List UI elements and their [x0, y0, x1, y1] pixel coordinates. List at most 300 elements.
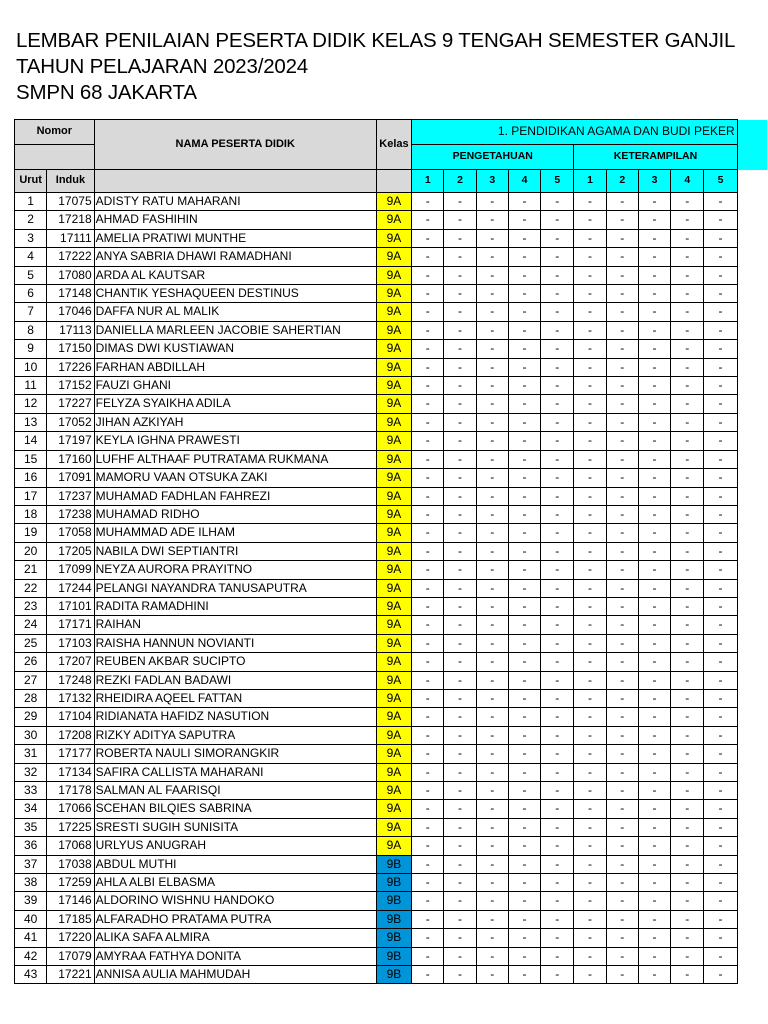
- score-cell[interactable]: -: [444, 800, 476, 818]
- score-cell[interactable]: -: [671, 248, 704, 266]
- score-cell[interactable]: -: [476, 505, 508, 523]
- score-cell[interactable]: -: [412, 542, 444, 560]
- score-cell[interactable]: -: [444, 855, 476, 873]
- score-cell[interactable]: -: [671, 634, 704, 652]
- score-cell[interactable]: -: [671, 597, 704, 615]
- score-cell[interactable]: -: [412, 837, 444, 855]
- score-cell[interactable]: -: [541, 708, 574, 726]
- score-cell[interactable]: -: [508, 303, 540, 321]
- score-cell[interactable]: -: [704, 653, 737, 671]
- score-cell[interactable]: -: [704, 413, 737, 431]
- score-cell[interactable]: -: [508, 450, 540, 468]
- score-cell[interactable]: -: [574, 634, 606, 652]
- score-cell[interactable]: -: [606, 966, 638, 984]
- score-cell[interactable]: -: [508, 487, 540, 505]
- score-cell[interactable]: -: [574, 837, 606, 855]
- score-cell[interactable]: -: [476, 266, 508, 284]
- score-cell[interactable]: -: [541, 726, 574, 744]
- score-cell[interactable]: -: [541, 947, 574, 965]
- score-cell[interactable]: -: [476, 561, 508, 579]
- score-cell[interactable]: -: [574, 726, 606, 744]
- score-cell[interactable]: -: [671, 892, 704, 910]
- score-cell[interactable]: -: [638, 413, 670, 431]
- score-cell[interactable]: -: [476, 450, 508, 468]
- score-cell[interactable]: -: [476, 874, 508, 892]
- score-cell[interactable]: -: [606, 763, 638, 781]
- score-cell[interactable]: -: [638, 211, 670, 229]
- score-cell[interactable]: -: [704, 726, 737, 744]
- score-cell[interactable]: -: [541, 818, 574, 836]
- score-cell[interactable]: -: [704, 248, 737, 266]
- score-cell[interactable]: -: [704, 910, 737, 928]
- score-cell[interactable]: -: [704, 874, 737, 892]
- score-cell[interactable]: -: [671, 671, 704, 689]
- score-cell[interactable]: -: [574, 561, 606, 579]
- score-cell[interactable]: -: [574, 321, 606, 339]
- score-cell[interactable]: -: [638, 579, 670, 597]
- score-cell[interactable]: -: [412, 616, 444, 634]
- score-cell[interactable]: -: [444, 910, 476, 928]
- score-cell[interactable]: -: [704, 377, 737, 395]
- score-cell[interactable]: -: [508, 285, 540, 303]
- score-cell[interactable]: -: [606, 579, 638, 597]
- score-cell[interactable]: -: [704, 671, 737, 689]
- score-cell[interactable]: -: [638, 653, 670, 671]
- score-cell[interactable]: -: [671, 929, 704, 947]
- score-cell[interactable]: -: [412, 671, 444, 689]
- score-cell[interactable]: -: [606, 634, 638, 652]
- score-cell[interactable]: -: [671, 837, 704, 855]
- score-cell[interactable]: -: [412, 782, 444, 800]
- score-cell[interactable]: -: [541, 579, 574, 597]
- score-cell[interactable]: -: [508, 892, 540, 910]
- score-cell[interactable]: -: [574, 303, 606, 321]
- score-cell[interactable]: -: [671, 726, 704, 744]
- score-cell[interactable]: -: [704, 469, 737, 487]
- score-cell[interactable]: -: [704, 211, 737, 229]
- score-cell[interactable]: -: [606, 874, 638, 892]
- score-cell[interactable]: -: [606, 487, 638, 505]
- score-cell[interactable]: -: [574, 193, 606, 211]
- score-cell[interactable]: -: [541, 634, 574, 652]
- score-cell[interactable]: -: [412, 432, 444, 450]
- score-cell[interactable]: -: [508, 395, 540, 413]
- score-cell[interactable]: -: [412, 321, 444, 339]
- score-cell[interactable]: -: [671, 432, 704, 450]
- score-cell[interactable]: -: [671, 745, 704, 763]
- score-cell[interactable]: -: [671, 561, 704, 579]
- score-cell[interactable]: -: [412, 966, 444, 984]
- score-cell[interactable]: -: [704, 689, 737, 707]
- score-cell[interactable]: -: [638, 487, 670, 505]
- score-cell[interactable]: -: [638, 910, 670, 928]
- score-cell[interactable]: -: [638, 450, 670, 468]
- score-cell[interactable]: -: [412, 303, 444, 321]
- score-cell[interactable]: -: [574, 266, 606, 284]
- score-cell[interactable]: -: [508, 929, 540, 947]
- score-cell[interactable]: -: [508, 634, 540, 652]
- score-cell[interactable]: -: [671, 689, 704, 707]
- score-cell[interactable]: -: [606, 855, 638, 873]
- score-cell[interactable]: -: [638, 874, 670, 892]
- score-cell[interactable]: -: [606, 505, 638, 523]
- score-cell[interactable]: -: [638, 395, 670, 413]
- score-cell[interactable]: -: [606, 413, 638, 431]
- score-cell[interactable]: -: [606, 266, 638, 284]
- score-cell[interactable]: -: [606, 800, 638, 818]
- score-cell[interactable]: -: [444, 671, 476, 689]
- score-cell[interactable]: -: [606, 340, 638, 358]
- score-cell[interactable]: -: [606, 818, 638, 836]
- score-cell[interactable]: -: [574, 524, 606, 542]
- score-cell[interactable]: -: [574, 892, 606, 910]
- score-cell[interactable]: -: [671, 763, 704, 781]
- score-cell[interactable]: -: [574, 818, 606, 836]
- score-cell[interactable]: -: [541, 561, 574, 579]
- score-cell[interactable]: -: [508, 837, 540, 855]
- score-cell[interactable]: -: [704, 193, 737, 211]
- score-cell[interactable]: -: [444, 689, 476, 707]
- score-cell[interactable]: -: [541, 745, 574, 763]
- score-cell[interactable]: -: [412, 763, 444, 781]
- score-cell[interactable]: -: [606, 211, 638, 229]
- score-cell[interactable]: -: [508, 340, 540, 358]
- score-cell[interactable]: -: [412, 377, 444, 395]
- score-cell[interactable]: -: [671, 579, 704, 597]
- score-cell[interactable]: -: [508, 229, 540, 247]
- score-cell[interactable]: -: [638, 837, 670, 855]
- score-cell[interactable]: -: [412, 653, 444, 671]
- score-cell[interactable]: -: [541, 229, 574, 247]
- score-cell[interactable]: -: [508, 910, 540, 928]
- score-cell[interactable]: -: [476, 579, 508, 597]
- score-cell[interactable]: -: [508, 211, 540, 229]
- score-cell[interactable]: -: [638, 855, 670, 873]
- score-cell[interactable]: -: [508, 616, 540, 634]
- score-cell[interactable]: -: [412, 487, 444, 505]
- score-cell[interactable]: -: [444, 708, 476, 726]
- score-cell[interactable]: -: [704, 266, 737, 284]
- score-cell[interactable]: -: [574, 708, 606, 726]
- score-cell[interactable]: -: [671, 321, 704, 339]
- score-cell[interactable]: -: [606, 524, 638, 542]
- score-cell[interactable]: -: [444, 524, 476, 542]
- score-cell[interactable]: -: [638, 966, 670, 984]
- score-cell[interactable]: -: [606, 929, 638, 947]
- score-cell[interactable]: -: [704, 966, 737, 984]
- score-cell[interactable]: -: [508, 818, 540, 836]
- score-cell[interactable]: -: [704, 800, 737, 818]
- score-cell[interactable]: -: [412, 450, 444, 468]
- score-cell[interactable]: -: [476, 782, 508, 800]
- score-cell[interactable]: -: [704, 285, 737, 303]
- score-cell[interactable]: -: [444, 653, 476, 671]
- score-cell[interactable]: -: [606, 708, 638, 726]
- score-cell[interactable]: -: [671, 505, 704, 523]
- score-cell[interactable]: -: [508, 413, 540, 431]
- score-cell[interactable]: -: [412, 947, 444, 965]
- score-cell[interactable]: -: [412, 229, 444, 247]
- score-cell[interactable]: -: [606, 561, 638, 579]
- score-cell[interactable]: -: [444, 818, 476, 836]
- score-cell[interactable]: -: [704, 229, 737, 247]
- score-cell[interactable]: -: [671, 266, 704, 284]
- score-cell[interactable]: -: [541, 469, 574, 487]
- score-cell[interactable]: -: [574, 855, 606, 873]
- score-cell[interactable]: -: [606, 395, 638, 413]
- score-cell[interactable]: -: [476, 708, 508, 726]
- score-cell[interactable]: -: [638, 285, 670, 303]
- score-cell[interactable]: -: [412, 561, 444, 579]
- score-cell[interactable]: -: [476, 432, 508, 450]
- score-cell[interactable]: -: [444, 321, 476, 339]
- score-cell[interactable]: -: [704, 616, 737, 634]
- score-cell[interactable]: -: [541, 689, 574, 707]
- score-cell[interactable]: -: [671, 211, 704, 229]
- score-cell[interactable]: -: [574, 874, 606, 892]
- score-cell[interactable]: -: [444, 874, 476, 892]
- score-cell[interactable]: -: [638, 800, 670, 818]
- score-cell[interactable]: -: [476, 597, 508, 615]
- score-cell[interactable]: -: [412, 929, 444, 947]
- score-cell[interactable]: -: [574, 505, 606, 523]
- score-cell[interactable]: -: [704, 505, 737, 523]
- score-cell[interactable]: -: [444, 634, 476, 652]
- score-cell[interactable]: -: [574, 395, 606, 413]
- score-cell[interactable]: -: [476, 303, 508, 321]
- score-cell[interactable]: -: [508, 671, 540, 689]
- score-cell[interactable]: -: [541, 413, 574, 431]
- score-cell[interactable]: -: [444, 248, 476, 266]
- score-cell[interactable]: -: [606, 358, 638, 376]
- score-cell[interactable]: -: [508, 524, 540, 542]
- score-cell[interactable]: -: [444, 211, 476, 229]
- score-cell[interactable]: -: [541, 340, 574, 358]
- score-cell[interactable]: -: [444, 395, 476, 413]
- score-cell[interactable]: -: [508, 597, 540, 615]
- score-cell[interactable]: -: [704, 855, 737, 873]
- score-cell[interactable]: -: [412, 340, 444, 358]
- score-cell[interactable]: -: [704, 892, 737, 910]
- score-cell[interactable]: -: [508, 358, 540, 376]
- score-cell[interactable]: -: [606, 229, 638, 247]
- score-cell[interactable]: -: [508, 947, 540, 965]
- score-cell[interactable]: -: [412, 726, 444, 744]
- score-cell[interactable]: -: [476, 193, 508, 211]
- score-cell[interactable]: -: [412, 745, 444, 763]
- score-cell[interactable]: -: [704, 542, 737, 560]
- score-cell[interactable]: -: [508, 653, 540, 671]
- score-cell[interactable]: -: [671, 285, 704, 303]
- score-cell[interactable]: -: [412, 579, 444, 597]
- score-cell[interactable]: -: [476, 929, 508, 947]
- score-cell[interactable]: -: [444, 193, 476, 211]
- score-cell[interactable]: -: [412, 892, 444, 910]
- score-cell[interactable]: -: [671, 653, 704, 671]
- score-cell[interactable]: -: [606, 726, 638, 744]
- score-cell[interactable]: -: [444, 432, 476, 450]
- score-cell[interactable]: -: [606, 671, 638, 689]
- score-cell[interactable]: -: [606, 597, 638, 615]
- score-cell[interactable]: -: [704, 358, 737, 376]
- score-cell[interactable]: -: [638, 193, 670, 211]
- score-cell[interactable]: -: [508, 469, 540, 487]
- score-cell[interactable]: -: [671, 524, 704, 542]
- score-cell[interactable]: -: [541, 285, 574, 303]
- score-cell[interactable]: -: [671, 377, 704, 395]
- score-cell[interactable]: -: [574, 929, 606, 947]
- score-cell[interactable]: -: [412, 855, 444, 873]
- score-cell[interactable]: -: [541, 266, 574, 284]
- score-cell[interactable]: -: [671, 450, 704, 468]
- score-cell[interactable]: -: [704, 818, 737, 836]
- score-cell[interactable]: -: [412, 358, 444, 376]
- score-cell[interactable]: -: [476, 413, 508, 431]
- score-cell[interactable]: -: [541, 321, 574, 339]
- score-cell[interactable]: -: [704, 579, 737, 597]
- score-cell[interactable]: -: [638, 469, 670, 487]
- score-cell[interactable]: -: [541, 800, 574, 818]
- score-cell[interactable]: -: [541, 524, 574, 542]
- score-cell[interactable]: -: [638, 377, 670, 395]
- score-cell[interactable]: -: [476, 285, 508, 303]
- score-cell[interactable]: -: [508, 321, 540, 339]
- score-cell[interactable]: -: [476, 469, 508, 487]
- score-cell[interactable]: -: [444, 763, 476, 781]
- score-cell[interactable]: -: [412, 597, 444, 615]
- score-cell[interactable]: -: [508, 855, 540, 873]
- score-cell[interactable]: -: [606, 653, 638, 671]
- score-cell[interactable]: -: [508, 542, 540, 560]
- score-cell[interactable]: -: [638, 634, 670, 652]
- score-cell[interactable]: -: [476, 745, 508, 763]
- score-cell[interactable]: -: [412, 395, 444, 413]
- score-cell[interactable]: -: [638, 358, 670, 376]
- score-cell[interactable]: -: [444, 892, 476, 910]
- score-cell[interactable]: -: [444, 616, 476, 634]
- score-cell[interactable]: -: [671, 469, 704, 487]
- score-cell[interactable]: -: [412, 524, 444, 542]
- score-cell[interactable]: -: [444, 597, 476, 615]
- score-cell[interactable]: -: [412, 413, 444, 431]
- score-cell[interactable]: -: [541, 837, 574, 855]
- score-cell[interactable]: -: [606, 689, 638, 707]
- score-cell[interactable]: -: [508, 248, 540, 266]
- score-cell[interactable]: -: [444, 413, 476, 431]
- score-cell[interactable]: -: [704, 561, 737, 579]
- score-cell[interactable]: -: [444, 340, 476, 358]
- score-cell[interactable]: -: [476, 653, 508, 671]
- score-cell[interactable]: -: [638, 726, 670, 744]
- score-cell[interactable]: -: [541, 782, 574, 800]
- score-cell[interactable]: -: [671, 487, 704, 505]
- score-cell[interactable]: -: [508, 689, 540, 707]
- score-cell[interactable]: -: [606, 469, 638, 487]
- score-cell[interactable]: -: [671, 708, 704, 726]
- score-cell[interactable]: -: [574, 487, 606, 505]
- score-cell[interactable]: -: [574, 671, 606, 689]
- score-cell[interactable]: -: [704, 487, 737, 505]
- score-cell[interactable]: -: [638, 708, 670, 726]
- score-cell[interactable]: -: [671, 947, 704, 965]
- score-cell[interactable]: -: [541, 763, 574, 781]
- score-cell[interactable]: -: [508, 193, 540, 211]
- score-cell[interactable]: -: [671, 542, 704, 560]
- score-cell[interactable]: -: [574, 689, 606, 707]
- score-cell[interactable]: -: [704, 634, 737, 652]
- score-cell[interactable]: -: [574, 579, 606, 597]
- score-cell[interactable]: -: [671, 966, 704, 984]
- score-cell[interactable]: -: [444, 377, 476, 395]
- score-cell[interactable]: -: [606, 745, 638, 763]
- score-cell[interactable]: -: [508, 745, 540, 763]
- score-cell[interactable]: -: [476, 542, 508, 560]
- score-cell[interactable]: -: [541, 671, 574, 689]
- score-cell[interactable]: -: [476, 248, 508, 266]
- score-cell[interactable]: -: [574, 616, 606, 634]
- score-cell[interactable]: -: [671, 800, 704, 818]
- score-cell[interactable]: -: [444, 487, 476, 505]
- score-cell[interactable]: -: [541, 395, 574, 413]
- score-cell[interactable]: -: [541, 892, 574, 910]
- score-cell[interactable]: -: [541, 211, 574, 229]
- score-cell[interactable]: -: [606, 432, 638, 450]
- score-cell[interactable]: -: [476, 892, 508, 910]
- score-cell[interactable]: -: [574, 782, 606, 800]
- score-cell[interactable]: -: [606, 248, 638, 266]
- score-cell[interactable]: -: [704, 597, 737, 615]
- score-cell[interactable]: -: [508, 561, 540, 579]
- score-cell[interactable]: -: [476, 229, 508, 247]
- score-cell[interactable]: -: [476, 340, 508, 358]
- score-cell[interactable]: -: [704, 432, 737, 450]
- score-cell[interactable]: -: [606, 910, 638, 928]
- score-cell[interactable]: -: [638, 542, 670, 560]
- score-cell[interactable]: -: [476, 966, 508, 984]
- score-cell[interactable]: -: [638, 892, 670, 910]
- score-cell[interactable]: -: [508, 266, 540, 284]
- score-cell[interactable]: -: [444, 505, 476, 523]
- score-cell[interactable]: -: [412, 818, 444, 836]
- score-cell[interactable]: -: [412, 689, 444, 707]
- score-cell[interactable]: -: [671, 229, 704, 247]
- score-cell[interactable]: -: [638, 818, 670, 836]
- score-cell[interactable]: -: [606, 377, 638, 395]
- score-cell[interactable]: -: [412, 634, 444, 652]
- score-cell[interactable]: -: [704, 929, 737, 947]
- score-cell[interactable]: -: [704, 395, 737, 413]
- score-cell[interactable]: -: [638, 303, 670, 321]
- score-cell[interactable]: -: [541, 193, 574, 211]
- score-cell[interactable]: -: [444, 966, 476, 984]
- score-cell[interactable]: -: [638, 524, 670, 542]
- score-cell[interactable]: -: [412, 800, 444, 818]
- score-cell[interactable]: -: [638, 671, 670, 689]
- score-cell[interactable]: -: [574, 340, 606, 358]
- score-cell[interactable]: -: [541, 929, 574, 947]
- score-cell[interactable]: -: [508, 874, 540, 892]
- score-cell[interactable]: -: [476, 947, 508, 965]
- score-cell[interactable]: -: [671, 413, 704, 431]
- score-cell[interactable]: -: [541, 616, 574, 634]
- score-cell[interactable]: -: [541, 597, 574, 615]
- score-cell[interactable]: -: [574, 229, 606, 247]
- score-cell[interactable]: -: [508, 579, 540, 597]
- score-cell[interactable]: -: [476, 634, 508, 652]
- score-cell[interactable]: -: [574, 745, 606, 763]
- score-cell[interactable]: -: [412, 193, 444, 211]
- score-cell[interactable]: -: [606, 892, 638, 910]
